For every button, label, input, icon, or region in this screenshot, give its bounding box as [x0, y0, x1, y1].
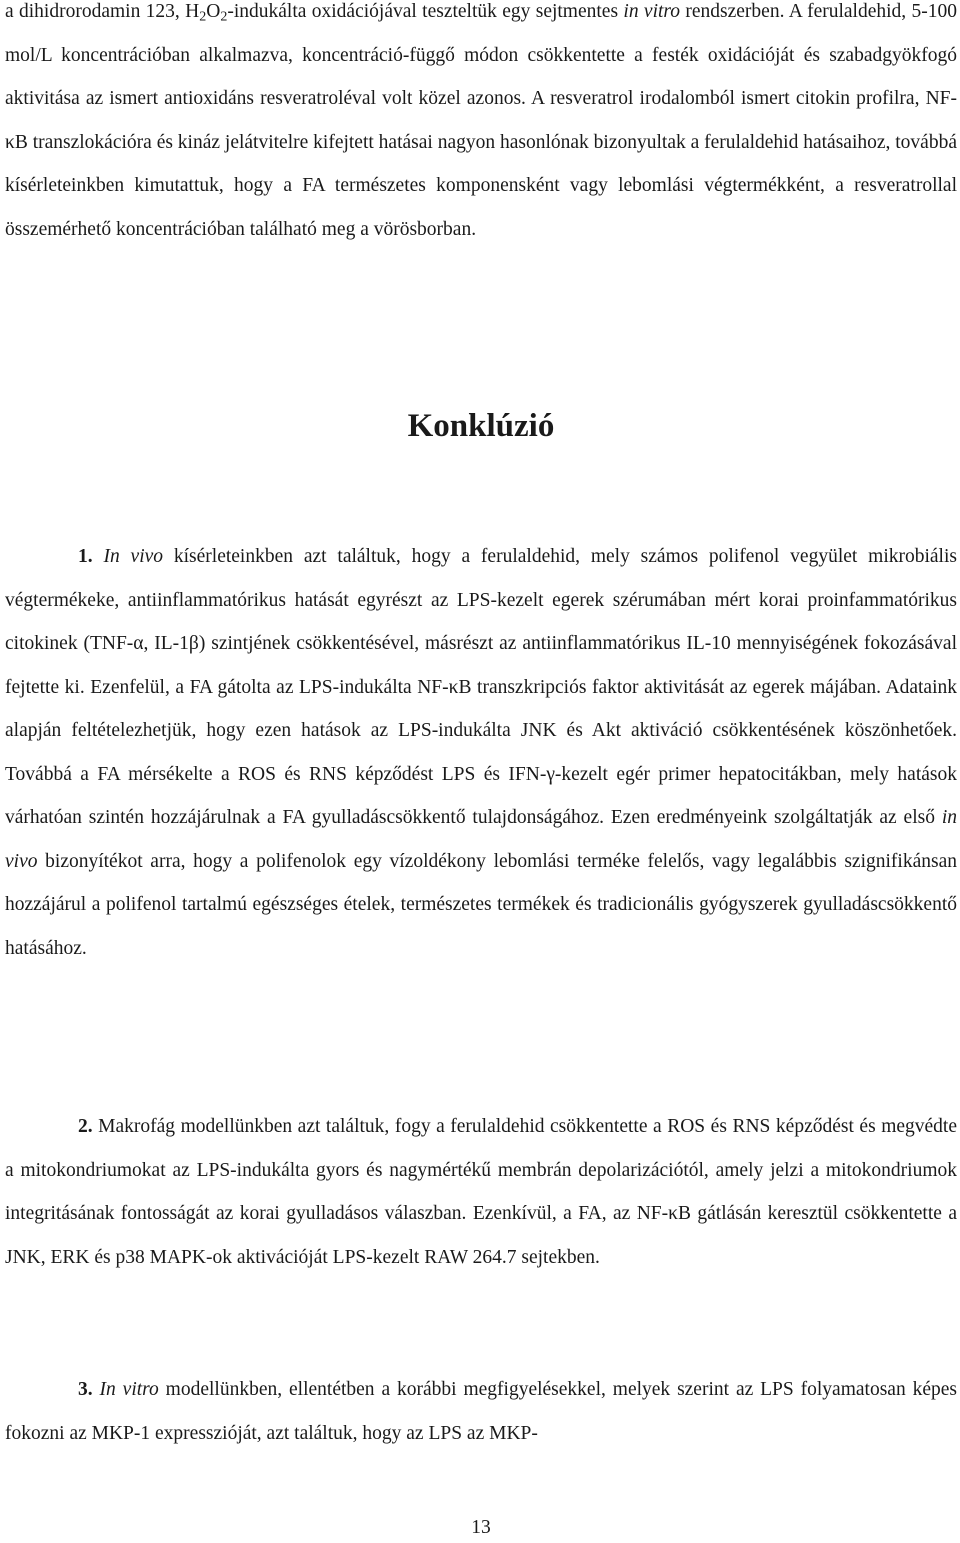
intro-paragraph — [5, 0, 957, 251]
paragraph-text: bizonyítékot arra, hogy a polifenolok egy vízoldékony lebomlási terméke felelős, vagy legalábbis szignifikánsan hozzájárul a polifenol tartalmú egészséges ételek, természetes termékek és tradicionális gyógyszerek gyulladáscsökkentő hatásához. — [5, 850, 957, 959]
subscript-2: 2 — [199, 8, 207, 25]
document-page — [5, 0, 957, 1543]
section-heading: Konklúzió — [407, 408, 555, 444]
italic-in-vivo: In vivo — [103, 546, 164, 567]
intro-text-2: O — [206, 1, 221, 22]
italic-in-vitro: In vitro — [99, 1379, 159, 1400]
page-number: 13 — [471, 1517, 491, 1538]
paragraph-number: 1. — [78, 546, 93, 567]
paragraph-text: kísérleteinkben azt találtuk, hogy a ferulaldehid, mely számos polifenol vegyület mikrobiális végtermékeke, antiinflammatórikus hatását egyrészt az LPS-kezelt egerek szérumában mért korai proinfammatórikus citokinek (TNF-α, IL-1β) szintjének csökkentésével, másrészt az antiinflammatórikus IL-10 mennyiségének fokozásával fejtette ki. Ezenfelül, a FA gátolta az LPS-indukálta NF-κB transzkripciós faktor aktivitását az egerek májában. Adataink alapján feltételezhetjük, hogy ezen hatások az LPS-indukálta JNK és Akt aktiváció csökkentésének köszönhetőek. Továbbá a FA mérsékelte a ROS és RNS képződést LPS és IFN-γ-kezelt egér primer hepatocitákban, mely hatások várhatóan szintén hozzájárulnak a FA gyulladáscsökkentő tulajdonságához. Ezen eredményeink szolgáltatják az első — [5, 546, 957, 828]
intro-text-3: -indukálta oxidációjával teszteltük egy sejtmentes — [227, 1, 624, 22]
subscript-2: 2 — [220, 8, 228, 25]
intro-text-1: a dihidrorodamin 123, H — [5, 1, 200, 22]
intro-text-4: rendszerben. A ferulaldehid, 5-100 mol/L koncentrációban alkalmazva, koncentráció-függő módon csökkentette a festék oxidációját és szabadgyökfogó aktivitása az ismert antioxidáns resveratroléval volt közel azonos. A resveratrol irodalomból ismert citokin profilra, NF-κB transzlokációra és kináz jelátvitelre kifejtett hatásai nagyon hasonlónak bizonyultak a ferulaldehid hatásaihoz, továbbá kísérleteinkben kimutattuk, hogy a FA természetes komponensként vagy lebomlási végtermékként, a resveratrollal összemérhető koncentrációban található meg a vörösborban. — [5, 1, 958, 240]
paragraph-text: Makrofág modellünkben azt találtuk, fogy a ferulaldehid csökkentette a ROS és RNS képződést és megvédte a mitokondriumokat az LPS-indukálta gyors és nagymértékű membrán depolarizációtól, amely jelzi a mitokondriumok integritásának fontosságát az korai gyulladásos válaszban. Ezenkívül, a FA, az NF-κB gátlásán keresztül csökkentette a JNK, ERK és p38 MAPK-ok aktivációját LPS-kezelt RAW 264.7 sejtekben. — [5, 1116, 957, 1268]
paragraph-number: 2. — [78, 1116, 93, 1137]
paragraph-number: 3. — [78, 1379, 93, 1400]
conclusion-paragraph-3 — [5, 1368, 957, 1455]
conclusion-paragraph-2 — [5, 1105, 957, 1279]
italic-in-vivo: in vivo — [5, 807, 957, 872]
conclusion-paragraph-1 — [5, 535, 957, 970]
italic-in-vitro: in vitro — [623, 1, 681, 22]
paragraph-text: modellünkben, ellentétben a korábbi megfigyelésekkel, melyek szerint az LPS folyamatosan képes fokozni az MKP-1 expresszióját, azt találtuk, hogy az LPS az MKP- — [5, 1379, 957, 1444]
